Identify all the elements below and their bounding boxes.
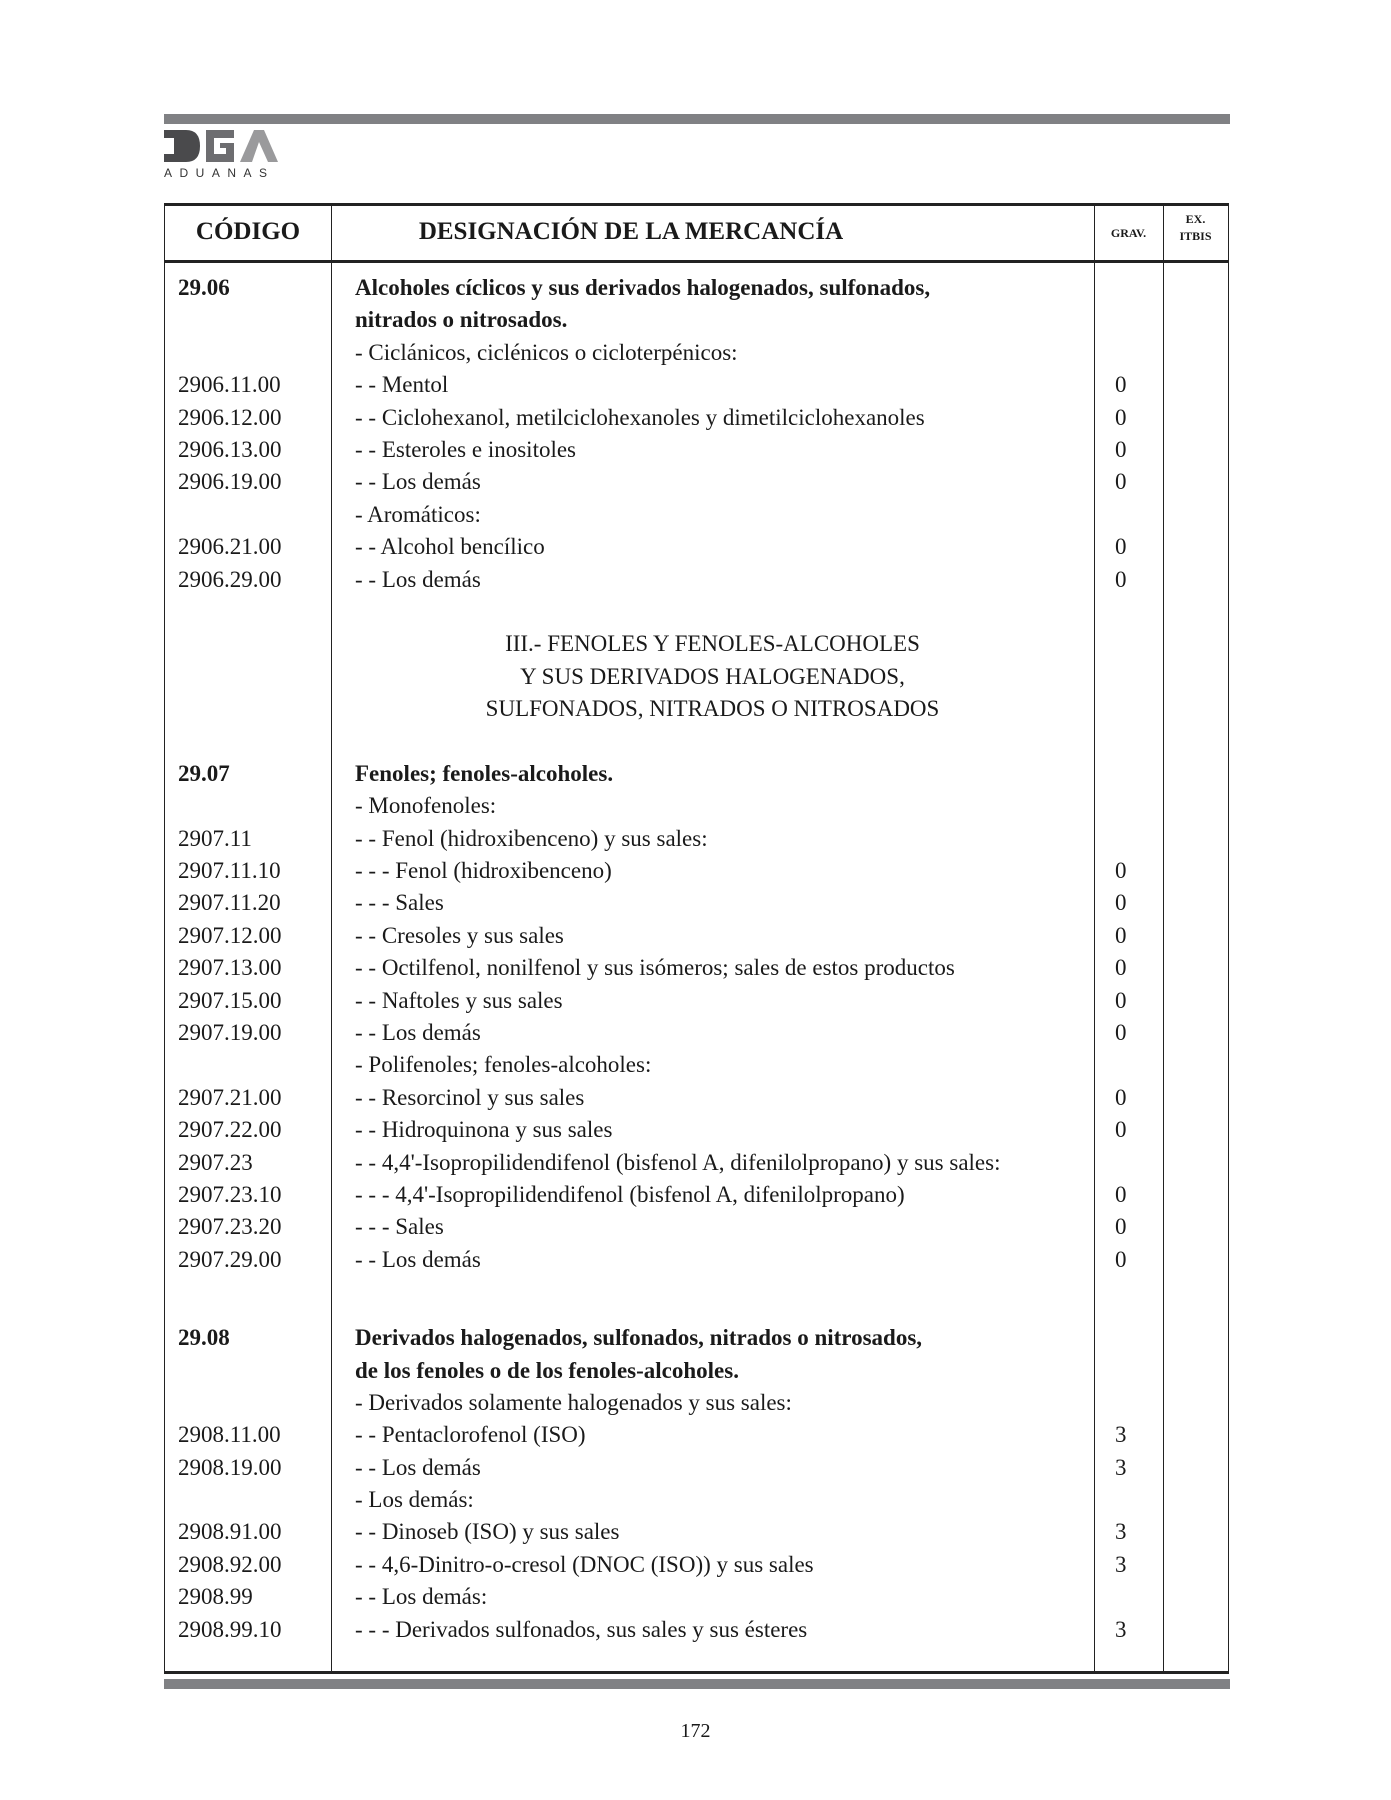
description-cell: - Monofenoles: xyxy=(355,793,497,819)
description-cell: - - 4,6-Dinitro-o-cresol (DNOC (ISO)) y sus sales xyxy=(355,1551,814,1577)
table-row xyxy=(165,1179,1228,1211)
description-cell: - - Resorcinol y sus sales xyxy=(355,1084,585,1110)
code-cell: 2908.91.00 xyxy=(178,1519,282,1545)
grav-cell: 0 xyxy=(1115,1019,1127,1045)
description-cell: - Aromáticos: xyxy=(355,501,481,527)
logo-subtitle: ADUANAS xyxy=(164,166,275,180)
table-row xyxy=(165,499,1228,531)
description-cell: - Ciclánicos, ciclénicos o cicloterpénicos: xyxy=(355,339,738,365)
heading-row xyxy=(165,1355,1228,1387)
table-row xyxy=(165,337,1228,369)
grav-cell: 0 xyxy=(1115,566,1127,592)
code-cell: 2907.22.00 xyxy=(178,1117,282,1143)
section-title xyxy=(165,661,1228,693)
code-cell: 2906.19.00 xyxy=(178,469,282,495)
code-cell: 2908.99.10 xyxy=(178,1616,282,1642)
code-cell: 2907.23.10 xyxy=(178,1181,282,1207)
description-cell: Alcoholes cíclicos y sus derivados halogenados, sulfonados, xyxy=(355,275,931,300)
grav-cell: 0 xyxy=(1115,1181,1127,1207)
table-row xyxy=(165,1147,1228,1179)
table-row xyxy=(165,1452,1228,1484)
description-cell: - - - 4,4'-Isopropilidendifenol (bisfenol A, difenilolpropano) xyxy=(355,1181,905,1207)
code-cell: 2907.11.20 xyxy=(178,890,281,916)
code-cell: 29.06 xyxy=(178,275,230,300)
table-row xyxy=(165,1387,1228,1419)
grav-cell: 0 xyxy=(1115,890,1127,916)
table-row xyxy=(165,1017,1228,1049)
code-cell: 2906.12.00 xyxy=(178,404,282,430)
description-cell: nitrados o nitrosados. xyxy=(355,307,568,333)
code-cell: 2906.21.00 xyxy=(178,534,282,560)
description-cell: - - 4,4'-Isopropilidendifenol (bisfenol A, difenilolpropano) y sus sales: xyxy=(355,1149,1001,1175)
table-row xyxy=(165,1244,1228,1276)
row-spacer xyxy=(165,725,1228,757)
table-row xyxy=(165,952,1228,984)
table-body xyxy=(165,272,1228,1646)
table-row xyxy=(165,1114,1228,1146)
table-row xyxy=(165,790,1228,822)
code-cell: 2907.15.00 xyxy=(178,987,282,1013)
table-row xyxy=(165,564,1228,596)
heading-row xyxy=(165,1322,1228,1354)
description-cell: - - Fenol (hidroxibenceno) y sus sales: xyxy=(355,825,708,851)
description-cell: - Polifenoles; fenoles-alcoholes: xyxy=(355,1052,652,1078)
grav-cell: 0 xyxy=(1115,404,1127,430)
code-cell: 2906.29.00 xyxy=(178,566,282,592)
grav-cell: 3 xyxy=(1115,1422,1127,1448)
table-row xyxy=(165,887,1228,919)
description-cell: - - Los demás xyxy=(355,469,481,495)
description-cell: - - Cresoles y sus sales xyxy=(355,922,564,948)
table-row xyxy=(165,920,1228,952)
code-cell: 2907.19.00 xyxy=(178,1019,282,1045)
page-number: 172 xyxy=(680,1720,711,1742)
description-cell: - - Ciclohexanol, metilciclohexanoles y dimetilciclohexanoles xyxy=(355,404,925,430)
table-row xyxy=(165,1581,1228,1613)
code-cell: 29.07 xyxy=(178,760,230,786)
column-header-code: CÓDIGO xyxy=(195,218,301,245)
table-row xyxy=(165,1082,1228,1114)
grav-cell: 3 xyxy=(1115,1616,1127,1642)
table-row xyxy=(165,1516,1228,1548)
description-cell: de los fenoles o de los fenoles-alcoholes. xyxy=(355,1357,739,1383)
description-cell: - - - Sales xyxy=(355,1214,444,1240)
grav-cell: 0 xyxy=(1115,534,1127,560)
description-cell: - - - Sales xyxy=(355,890,444,916)
row-spacer xyxy=(165,596,1228,628)
code-cell: 2907.21.00 xyxy=(178,1084,282,1110)
grav-cell: 0 xyxy=(1115,469,1127,495)
code-cell: 2907.11 xyxy=(178,825,252,851)
description-cell: - - Octilfenol, nonilfenol y sus isómeros; sales de estos productos xyxy=(355,955,955,981)
description-cell: - - Naftoles y sus sales xyxy=(355,987,563,1013)
table-row xyxy=(165,531,1228,563)
grav-cell: 3 xyxy=(1115,1454,1127,1480)
description-cell: - - Pentaclorofenol (ISO) xyxy=(355,1422,586,1448)
table-row xyxy=(165,985,1228,1017)
description-cell: III.- FENOLES Y FENOLES-ALCOHOLES xyxy=(505,631,920,657)
description-cell: - - Los demás xyxy=(355,1019,481,1045)
section-title xyxy=(165,693,1228,725)
table-row xyxy=(165,1484,1228,1516)
grav-cell: 0 xyxy=(1115,987,1127,1013)
grav-cell: 0 xyxy=(1115,858,1127,884)
section-title xyxy=(165,628,1228,660)
code-cell: 29.08 xyxy=(178,1325,230,1351)
description-cell: - - Esteroles e inositoles xyxy=(355,436,577,462)
heading-row xyxy=(165,272,1228,304)
column-header-ex-line2: ITBIS xyxy=(1179,229,1212,243)
tariff-table xyxy=(164,203,1229,1674)
grav-cell: 3 xyxy=(1115,1551,1127,1577)
description-cell: - - Los demás: xyxy=(355,1584,488,1610)
heading-row xyxy=(165,304,1228,336)
grav-cell: 0 xyxy=(1115,372,1127,398)
table-row xyxy=(165,402,1228,434)
table-row xyxy=(165,466,1228,498)
grav-cell: 3 xyxy=(1115,1519,1127,1545)
row-spacer xyxy=(165,1276,1228,1322)
code-cell: 2906.13.00 xyxy=(178,436,282,462)
grav-cell: 0 xyxy=(1115,1214,1127,1240)
code-cell: 2906.11.00 xyxy=(178,372,281,398)
table-row xyxy=(165,1049,1228,1081)
code-cell: 2907.23.20 xyxy=(178,1214,282,1240)
heading-row xyxy=(165,758,1228,790)
description-cell: Derivados halogenados, sulfonados, nitrados o nitrosados, xyxy=(355,1325,923,1351)
code-cell: 2908.99 xyxy=(178,1584,253,1610)
header-divider xyxy=(165,260,1228,263)
description-cell: - - - Derivados sulfonados, sus sales y sus ésteres xyxy=(355,1616,808,1642)
code-cell: 2908.11.00 xyxy=(178,1422,281,1448)
table-row xyxy=(165,434,1228,466)
grav-cell: 0 xyxy=(1115,1084,1127,1110)
table-row xyxy=(165,1614,1228,1646)
grav-cell: 0 xyxy=(1115,1246,1127,1272)
grav-cell: 0 xyxy=(1115,922,1127,948)
description-cell: - Derivados solamente halogenados y sus sales: xyxy=(355,1389,792,1415)
grav-cell: 0 xyxy=(1115,955,1127,981)
code-cell: 2907.13.00 xyxy=(178,955,282,981)
description-cell: - - Hidroquinona y sus sales xyxy=(355,1117,613,1143)
code-cell: 2907.12.00 xyxy=(178,922,282,948)
code-cell: 2907.11.10 xyxy=(178,858,281,884)
description-cell: - - Los demás xyxy=(355,1454,481,1480)
footer-rule xyxy=(164,1679,1230,1689)
description-cell: - - Mentol xyxy=(355,372,449,398)
column-header-ex-line1: EX. xyxy=(1185,212,1206,226)
code-cell: 2908.92.00 xyxy=(178,1551,282,1577)
column-header-ex-itbis xyxy=(1163,211,1228,245)
code-cell: 2907.29.00 xyxy=(178,1246,282,1272)
table-row xyxy=(165,1211,1228,1243)
column-header-grav: GRAV. xyxy=(1110,226,1147,240)
table-row xyxy=(165,369,1228,401)
table-row xyxy=(165,823,1228,855)
grav-cell: 0 xyxy=(1115,436,1127,462)
description-cell: Y SUS DERIVADOS HALOGENADOS, xyxy=(520,663,905,689)
header-rule xyxy=(164,114,1230,124)
description-cell: - - Los demás xyxy=(355,566,481,592)
description-cell: - - Dinoseb (ISO) y sus sales xyxy=(355,1519,620,1545)
column-header-designation: DESIGNACIÓN DE LA MERCANCÍA xyxy=(418,218,844,245)
description-cell: - Los demás: xyxy=(355,1487,474,1513)
table-row xyxy=(165,1419,1228,1451)
description-cell: - - Alcohol bencílico xyxy=(355,534,545,560)
description-cell: SULFONADOS, NITRADOS O NITROSADOS xyxy=(485,696,940,722)
description-cell: Fenoles; fenoles-alcoholes. xyxy=(355,760,614,786)
table-row xyxy=(165,855,1228,887)
table-row xyxy=(165,1549,1228,1581)
code-cell: 2908.19.00 xyxy=(178,1454,282,1480)
code-cell: 2907.23 xyxy=(178,1149,253,1175)
description-cell: - - - Fenol (hidroxibenceno) xyxy=(355,858,612,884)
grav-cell: 0 xyxy=(1115,1117,1127,1143)
description-cell: - - Los demás xyxy=(355,1246,481,1272)
